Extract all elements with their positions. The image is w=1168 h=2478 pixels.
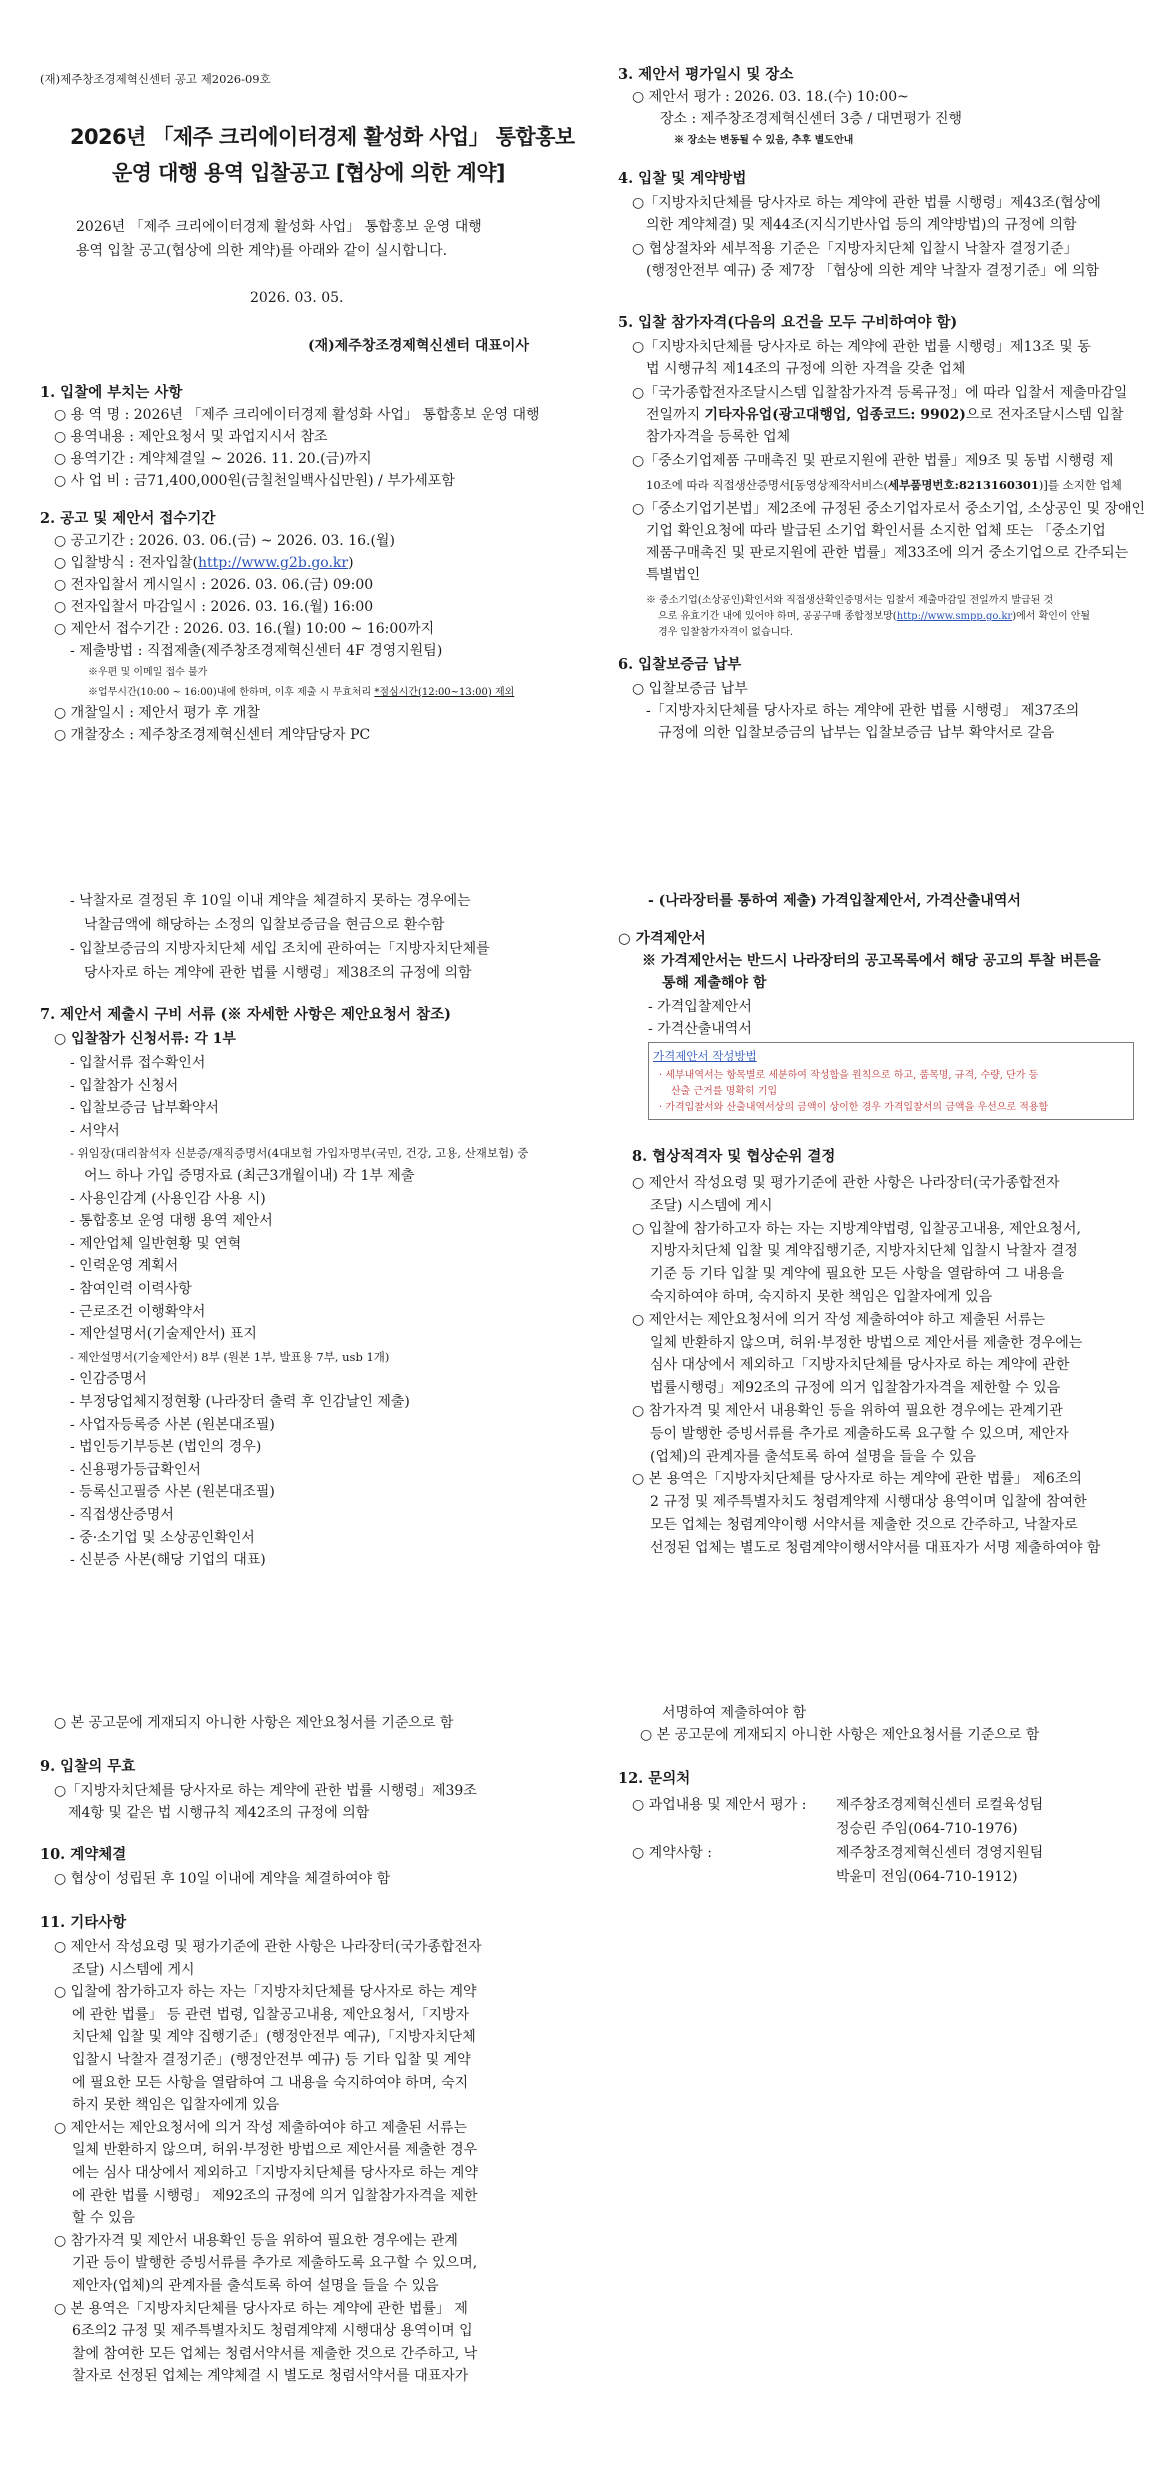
s4-line: ○「지방자치단체를 당사자로 하는 계약에 관한 법률 시행령」제43조(협상에 bbox=[632, 195, 1101, 211]
s7-subheading: ○ 입찰참가 신청서류: 각 1부 bbox=[54, 1031, 236, 1047]
s3-heading: 3. 제안서 평가일시 및 장소 bbox=[618, 66, 794, 83]
list-line: 에 관한 법률 시행령」 제92조의 규정에 의거 입찰참가자격을 제한 bbox=[72, 2187, 478, 2204]
contact-label: ○ 과업내용 및 제안서 평가 : bbox=[632, 1797, 807, 1813]
list-line: - 입찰보증금 납부확약서 bbox=[70, 1100, 219, 1117]
s3-line: ○ 제안서 평가 : 2026. 03. 18.(수) 10:00~ bbox=[632, 89, 909, 105]
list-line: 어느 하나 가입 증명자료 (최근3개월이내) 각 1부 제출 bbox=[84, 1168, 415, 1184]
list-line: - 부정당업체지정현황 (나라장터 출력 후 인감날인 제출) bbox=[70, 1394, 410, 1410]
s2-line: ○ 전자입찰서 마감일시 : 2026. 03. 16.(월) 16:00 bbox=[54, 599, 374, 615]
list-line: - 근로조건 이행확약서 bbox=[70, 1303, 206, 1320]
s5-line: ○「중소기업기본법」제2조에 규정된 중소기업자로서 중소기업, 소상공인 및 장애인 bbox=[632, 501, 1146, 517]
list-line: - 입찰서류 접수확인서 bbox=[70, 1055, 206, 1071]
page-1 bbox=[0, 0, 1168, 820]
s12-heading: 12. 문의처 bbox=[618, 1770, 691, 1787]
issuer: (재)제주창조경제혁신센터 대표이사 bbox=[308, 338, 529, 354]
contact-team: 제주창조경제혁신센터 로컬육성팀 bbox=[836, 1797, 1044, 1813]
notice-number: (재)제주창조경제혁신센터 공고 제2026-09호 bbox=[40, 72, 271, 86]
s2-line: ○ 입찰방식 : 전자입찰(http://www.g2b.go.kr) bbox=[54, 555, 354, 571]
list-line: (업체)의 관계자를 출석토록 하여 설명을 들을 수 있음 bbox=[650, 1448, 977, 1465]
s2-line: ○ 전자입찰서 게시일시 : 2026. 03. 06.(금) 09:00 bbox=[54, 577, 374, 593]
list-line: - 인력운영 계획서 bbox=[70, 1258, 179, 1275]
list-line: 찰자로 선정된 업체는 계약체결 시 별도로 청렴서약서를 대표자가 bbox=[72, 2368, 469, 2385]
contact-label: ○ 계약사항 : bbox=[632, 1845, 712, 1861]
contact-person: 박윤미 전임(064-710-1912) bbox=[836, 1869, 1018, 1885]
p3-left-line: ○ 본 공고문에 게재되지 아니한 사항은 제안요청서를 기준으로 함 bbox=[54, 1715, 454, 1731]
list-line: 6조의2 규정 및 제주특별자치도 청렴계약제 시행대상 용역이며 입 bbox=[72, 2323, 473, 2340]
s5-line: 특별법인 bbox=[646, 567, 701, 583]
list-line: - 제안설명서(기술제안서) 8부 (원본 1부, 발표용 7부, usb 1개) bbox=[70, 1349, 390, 1364]
p3-right-line: ○ 본 공고문에 게재되지 아니한 사항은 제안요청서를 기준으로 함 bbox=[640, 1727, 1040, 1743]
s1-heading: 1. 입찰에 부치는 사항 bbox=[40, 384, 183, 401]
list-line: - 제안업체 일반현황 및 연혁 bbox=[70, 1235, 242, 1252]
s9-line: ○「지방자치단체를 당사자로 하는 계약에 관한 법률 시행령」제39조 bbox=[54, 1783, 477, 1799]
title-line-2: 운영 대행 용역 입찰공고 [협상에 의한 계약] bbox=[112, 161, 505, 185]
list-line: 심사 대상에서 제외하고「지방자치단체를 당사자로 하는 계약에 관한 bbox=[650, 1357, 1070, 1374]
list-line: 선정된 업체는 별도로 청렴계약이행서약서를 대표자가 서명 제출하여야 함 bbox=[650, 1539, 1101, 1556]
list-line: 모든 업체는 청렴계약이행 서약서를 제출한 것으로 간주하고, 낙찰자로 bbox=[650, 1517, 1078, 1533]
page-2 bbox=[0, 880, 1168, 1680]
list-line: ○ 본 용역은「지방자치단체를 당사자로 하는 계약에 관한 법률」 제6조의 bbox=[632, 1471, 1082, 1488]
price-guide-line: 산출 근거를 명확히 기입 bbox=[671, 1086, 778, 1097]
s11-heading: 11. 기타사항 bbox=[40, 1914, 127, 1931]
price-guide-line: · 가격입찰서와 산출내역서상의 금액이 상이한 경우 가격입찰서의 금액을 우선으로 적용함 bbox=[659, 1102, 1049, 1113]
s5-note: 경우 입찰참가자격이 없습니다. bbox=[658, 627, 794, 638]
s9-heading: 9. 입찰의 무효 bbox=[40, 1758, 136, 1775]
list-line: - 신용평가등급확인서 bbox=[70, 1461, 201, 1478]
s2-line: ○ 개찰장소 : 제주창조경제혁신센터 계약담당자 PC bbox=[54, 727, 371, 743]
intro-line-1: 2026년 「제주 크리에이터경제 활성화 사업」 통합홍보 운영 대행 bbox=[76, 219, 482, 235]
s5-heading: 5. 입찰 참가자격(다음의 요건을 모두 구비하여야 함) bbox=[618, 314, 958, 331]
list-line: 일체 반환하지 않으며, 허위·부정한 방법으로 제안서를 제출한 경우 bbox=[72, 2142, 478, 2159]
p3-right-line: 서명하여 제출하여야 함 bbox=[662, 1705, 807, 1721]
s1-item: ○ 용 역 명 : 2026년 「제주 크리에이터경제 활성화 사업」 통합홍보 운영 대행 bbox=[54, 407, 540, 423]
list-line: 에 관한 법률」 등 관련 법령, 입찰공고내용, 제안요청서,「지방자 bbox=[72, 2006, 470, 2023]
list-line: ○ 입찰에 참가하고자 하는 자는「지방자치단체를 당사자로 하는 계약 bbox=[54, 1984, 477, 2001]
list-line: 치단체 입찰 및 계약 집행기준」(행정안전부 예규),「지방자치단체 bbox=[72, 2029, 476, 2046]
price-item: - 가격입찰제안서 bbox=[648, 999, 752, 1015]
list-line: 찰에 참여한 모든 업체는 청렴서약서를 제출한 것으로 간주하고, 낙 bbox=[72, 2345, 478, 2362]
list-line: 지방자치단체 입찰 및 계약집행기준, 지방자치단체 입찰시 낙찰자 결정 bbox=[650, 1243, 1078, 1260]
s2-line: ○ 공고기간 : 2026. 03. 06.(금) ~ 2026. 03. 16.(월) bbox=[54, 533, 395, 549]
list-line: 조달) 시스템에 게시 bbox=[650, 1197, 773, 1214]
price-line: - (나라장터를 통하여 제출) 가격입찰제안서, 가격산출내역서 bbox=[648, 893, 1021, 909]
list-line: 할 수 있음 bbox=[72, 2210, 135, 2227]
s9-line: 제4항 및 같은 법 시행규칙 제42조의 규정에 의함 bbox=[68, 1805, 370, 1821]
s6-cont-line: 당사자로 하는 계약에 관한 법률 시행령」제38조의 규정에 의함 bbox=[84, 965, 472, 981]
price-guide-title: 가격제안서 작성방법 bbox=[653, 1049, 757, 1063]
price-heading: ○ 가격제안서 bbox=[618, 930, 706, 947]
list-line: 등이 발행한 증빙서류를 추가로 제출하도록 요구할 수 있으며, 제안자 bbox=[650, 1425, 1069, 1442]
s6-cont-line: - 낙찰자로 결정된 후 10일 이내 계약을 체결하지 못하는 경우에는 bbox=[70, 893, 471, 909]
s5-line: 기업 확인요청에 따라 발급된 소기업 확인서를 소지한 업체 또는 「중소기업 bbox=[646, 523, 1106, 539]
list-line: 입찰시 낙찰자 결정기준」(행정안전부 예규) 등 기타 입찰 및 계약 bbox=[72, 2052, 471, 2068]
list-line: 기관 등이 발행한 증빙서류를 추가로 제출하도록 요구할 수 있으며, bbox=[72, 2255, 478, 2272]
g2b-link[interactable]: http://www.g2b.go.kr bbox=[197, 555, 349, 571]
list-line: - 직접생산증명서 bbox=[70, 1507, 174, 1523]
title-line-1: 2026년 「제주 크리에이터경제 활성화 사업」 통합홍보 bbox=[70, 125, 575, 149]
list-line: - 위임장(대리참석자 신분증/재직증명서(4대보험 가입자명부(국민, 건강, 고용, 산재보험) 중 bbox=[70, 1146, 529, 1161]
list-line: - 사업자등록증 사본 (원본대조필) bbox=[70, 1416, 275, 1433]
list-line: 하지 못한 책임은 입찰자에게 있음 bbox=[72, 2097, 280, 2114]
contact-person: 정승린 주임(064-710-1976) bbox=[836, 1821, 1018, 1837]
s1-item: ○ 사 업 비 : 금71,400,000원(금칠천일백사십만원) / 부가세포함 bbox=[54, 473, 455, 489]
list-line: ○ 제안서 작성요령 및 평가기준에 관한 사항은 나라장터(국가종합전자 bbox=[54, 1939, 482, 1955]
s5-line: ○「국가종합전자조달시스템 입찰참가자격 등록규정」에 따라 입찰서 제출마감일 bbox=[632, 385, 1128, 401]
smpp-link[interactable]: http://www.smpp.go.kr bbox=[896, 611, 1013, 622]
list-line: 숙지하여야 하며, 숙지하지 못한 책임은 입찰자에게 있음 bbox=[650, 1289, 993, 1305]
price-guide-box bbox=[648, 1042, 1134, 1120]
s4-line: (행정안전부 예규) 중 제7장 「협상에 의한 계약 낙찰자 결정기준」에 의함 bbox=[646, 263, 1100, 279]
list-line: 에 필요한 모든 사항을 열람하여 그 내용을 숙지하여야 하며, 숙지 bbox=[72, 2074, 469, 2091]
s1-item: ○ 용역기간 : 계약체결일 ~ 2026. 11. 20.(금)까지 bbox=[54, 451, 372, 467]
s2-line: ○ 제안서 접수기간 : 2026. 03. 16.(월) 10:00 ~ 16:00까지 bbox=[54, 621, 435, 637]
list-line: ○ 본 용역은「지방자치단체를 당사자로 하는 계약에 관한 법률」 제 bbox=[54, 2300, 468, 2317]
list-line: - 중·소기업 및 소상공인확인서 bbox=[70, 1529, 255, 1546]
page-3 bbox=[0, 1700, 1168, 2478]
s4-heading: 4. 입찰 및 계약방법 bbox=[618, 170, 747, 187]
intro-date: 2026. 03. 05. bbox=[250, 290, 344, 306]
s6-line: ○ 입찰보증금 납부 bbox=[632, 681, 748, 697]
list-line: ○ 제안서 작성요령 및 평가기준에 관한 사항은 나라장터(국가종합전자 bbox=[632, 1175, 1060, 1191]
s5-line: 제품구매촉진 및 판로지원에 관한 법률」제33조에 의거 중소기업으로 간주되는 bbox=[646, 545, 1129, 561]
s1-item: ○ 용역내용 : 제안요청서 및 과업지시서 참조 bbox=[54, 429, 328, 445]
s7-heading: 7. 제안서 제출시 구비 서류 (※ 자세한 사항은 제안요청서 참조) bbox=[40, 1006, 451, 1023]
list-line: 에는 심사 대상에서 제외하고「지방자치단체를 당사자로 하는 계약 bbox=[72, 2165, 478, 2181]
s8-heading: 8. 협상적격자 및 협상순위 결정 bbox=[632, 1148, 836, 1165]
s4-line: ○ 협상절차와 세부적용 기준은「지방자치단체 입찰시 낙찰자 결정기준」 bbox=[632, 241, 1078, 257]
s4-line: 의한 계약체결) 및 제44조(지식기반사업 등의 계약방법)의 규정에 의함 bbox=[646, 217, 1077, 233]
list-line: ○ 참가자격 및 제안서 내용확인 등을 위하여 필요한 경우에는 관계 bbox=[54, 2232, 458, 2249]
intro-line-2: 용역 입찰 공고(협상에 의한 계약)를 아래와 같이 실시합니다. bbox=[76, 243, 448, 259]
list-line: - 서약서 bbox=[70, 1122, 120, 1139]
s5-line: 전일까지 기타자유업(광고대행업, 업종코드: 9902)으로 전자조달시스템 입찰 bbox=[646, 407, 1124, 423]
list-line: - 등록신고필증 사본 (원본대조필) bbox=[70, 1484, 275, 1501]
s6-line: 규정에 의한 입찰보증금의 납부는 입찰보증금 납부 확약서로 갈음 bbox=[658, 725, 1055, 741]
s5-line: 법 시행규칙 제14조의 규정에 의한 자격을 갖춘 업체 bbox=[646, 361, 966, 377]
list-line: 일체 반환하지 않으며, 허위·부정한 방법으로 제안서를 제출한 경우에는 bbox=[650, 1334, 1083, 1351]
list-line: ○ 입찰에 참가하고자 하는 자는 지방계약법령, 입찰공고내용, 제안요청서, bbox=[632, 1220, 1081, 1237]
s5-line: 10조에 따라 직접생산증명서[동영상제작서비스(세부품명번호:8213160301)]를 소지한 업체 bbox=[646, 478, 1122, 492]
s5-note: ※ 중소기업(소상공인)확인서와 직접생산확인증명서는 입찰서 제출마감일 전일까지 발급된 것 bbox=[646, 595, 1054, 606]
price-note: 통해 제출해야 함 bbox=[662, 975, 767, 991]
list-line: ○ 제안서는 제안요청서에 의거 작성 제출하여야 하고 제출된 서류는 bbox=[54, 2119, 467, 2136]
list-line: - 통합홍보 운영 대행 용역 제안서 bbox=[70, 1213, 273, 1230]
contact-team: 제주창조경제혁신센터 경영지원팀 bbox=[836, 1845, 1044, 1861]
s2-line: - 제출방법 : 직접제출(제주창조경제혁신센터 4F 경영지원팀) bbox=[70, 643, 443, 659]
s2-heading: 2. 공고 및 제안서 접수기간 bbox=[40, 510, 216, 527]
s2-line: ○ 개찰일시 : 제안서 평가 후 개찰 bbox=[54, 705, 260, 721]
list-line: - 사용인감계 (사용인감 사용 시) bbox=[70, 1190, 266, 1207]
list-line: - 입찰참가 신청서 bbox=[70, 1077, 179, 1094]
s6-heading: 6. 입찰보증금 납부 bbox=[618, 656, 742, 673]
list-line: 기준 등 기타 입찰 및 계약에 필요한 모든 사항을 열람하여 그 내용을 bbox=[650, 1266, 1065, 1283]
s5-line: ○「중소기업제품 구매촉진 및 판로지원에 관한 법률」제9조 및 동법 시행령 제 bbox=[632, 453, 1114, 469]
s6-cont-line: - 입찰보증금의 지방자치단체 세입 조치에 관하여는「지방자치단체를 bbox=[70, 941, 490, 957]
s2-note: ※업무시간(10:00 ~ 16:00)내에 한하며, 이후 제출 시 무효처리 *점심시간(12:00~13:00) 제외 bbox=[88, 687, 515, 698]
list-line: 조달) 시스템에 게시 bbox=[72, 1961, 195, 1978]
list-line: - 참여인력 이력사항 bbox=[70, 1281, 192, 1297]
s10-heading: 10. 계약체결 bbox=[40, 1846, 127, 1863]
s2-note: ※우편 및 이메일 접수 불가 bbox=[88, 667, 208, 678]
list-line: 2 규정 및 제주특별자치도 청렴계약제 시행대상 용역이며 입찰에 참여한 bbox=[650, 1494, 1087, 1511]
s6-line: -「지방자치단체를 당사자로 하는 계약에 관한 법률 시행령」 제37조의 bbox=[646, 703, 1080, 719]
s3-note: ※ 장소는 변동될 수 있음, 추후 별도안내 bbox=[674, 135, 854, 146]
list-line: - 법인등기부등본 (법인의 경우) bbox=[70, 1439, 262, 1456]
list-line: - 인감증명서 bbox=[70, 1371, 147, 1388]
price-guide-line: · 세부내역서는 항목별로 세분하여 작성함을 원칙으로 하고, 품목명, 규격, 수량, 단가 등 bbox=[659, 1070, 1039, 1081]
s10-line: ○ 협상이 성립된 후 10일 이내에 계약을 체결하여야 함 bbox=[54, 1871, 391, 1887]
list-line: ○ 참가자격 및 제안서 내용확인 등을 위하여 필요한 경우에는 관계기관 bbox=[632, 1403, 1063, 1419]
list-line: ○ 제안서는 제안요청서에 의거 작성 제출하여야 하고 제출된 서류는 bbox=[632, 1311, 1045, 1328]
s5-note: 으로 유효기간 내에 있어야 하며, 공공구매 종합정보망(http://www.smpp.go.kr)에서 확인이 안될 bbox=[658, 611, 1091, 622]
s3-line: 장소 : 제주창조경제혁신센터 3층 / 대면평가 진행 bbox=[660, 111, 962, 127]
s5-line: 참가자격을 등록한 업체 bbox=[646, 429, 791, 445]
list-line: 제안자(업체)의 관계자를 출석토록 하여 설명을 들을 수 있음 bbox=[72, 2278, 439, 2294]
list-line: - 신분증 사본(해당 기업의 대표) bbox=[70, 1552, 266, 1569]
s5-line: ○「지방자치단체를 당사자로 하는 계약에 관한 법률 시행령」제13조 및 동 bbox=[632, 339, 1091, 355]
list-line: - 제안설명서(기술제안서) 표지 bbox=[70, 1326, 257, 1343]
list-line: 법률시행령」제92조의 규정에 의거 입찰참가자격을 제한할 수 있음 bbox=[650, 1380, 1061, 1397]
price-item: - 가격산출내역서 bbox=[648, 1021, 752, 1037]
price-note: ※ 가격제안서는 반드시 나라장터의 공고목록에서 해당 공고의 투찰 버튼을 bbox=[642, 953, 1101, 969]
s6-cont-line: 낙찰금액에 해당하는 소정의 입찰보증금을 현금으로 환수함 bbox=[84, 917, 445, 933]
